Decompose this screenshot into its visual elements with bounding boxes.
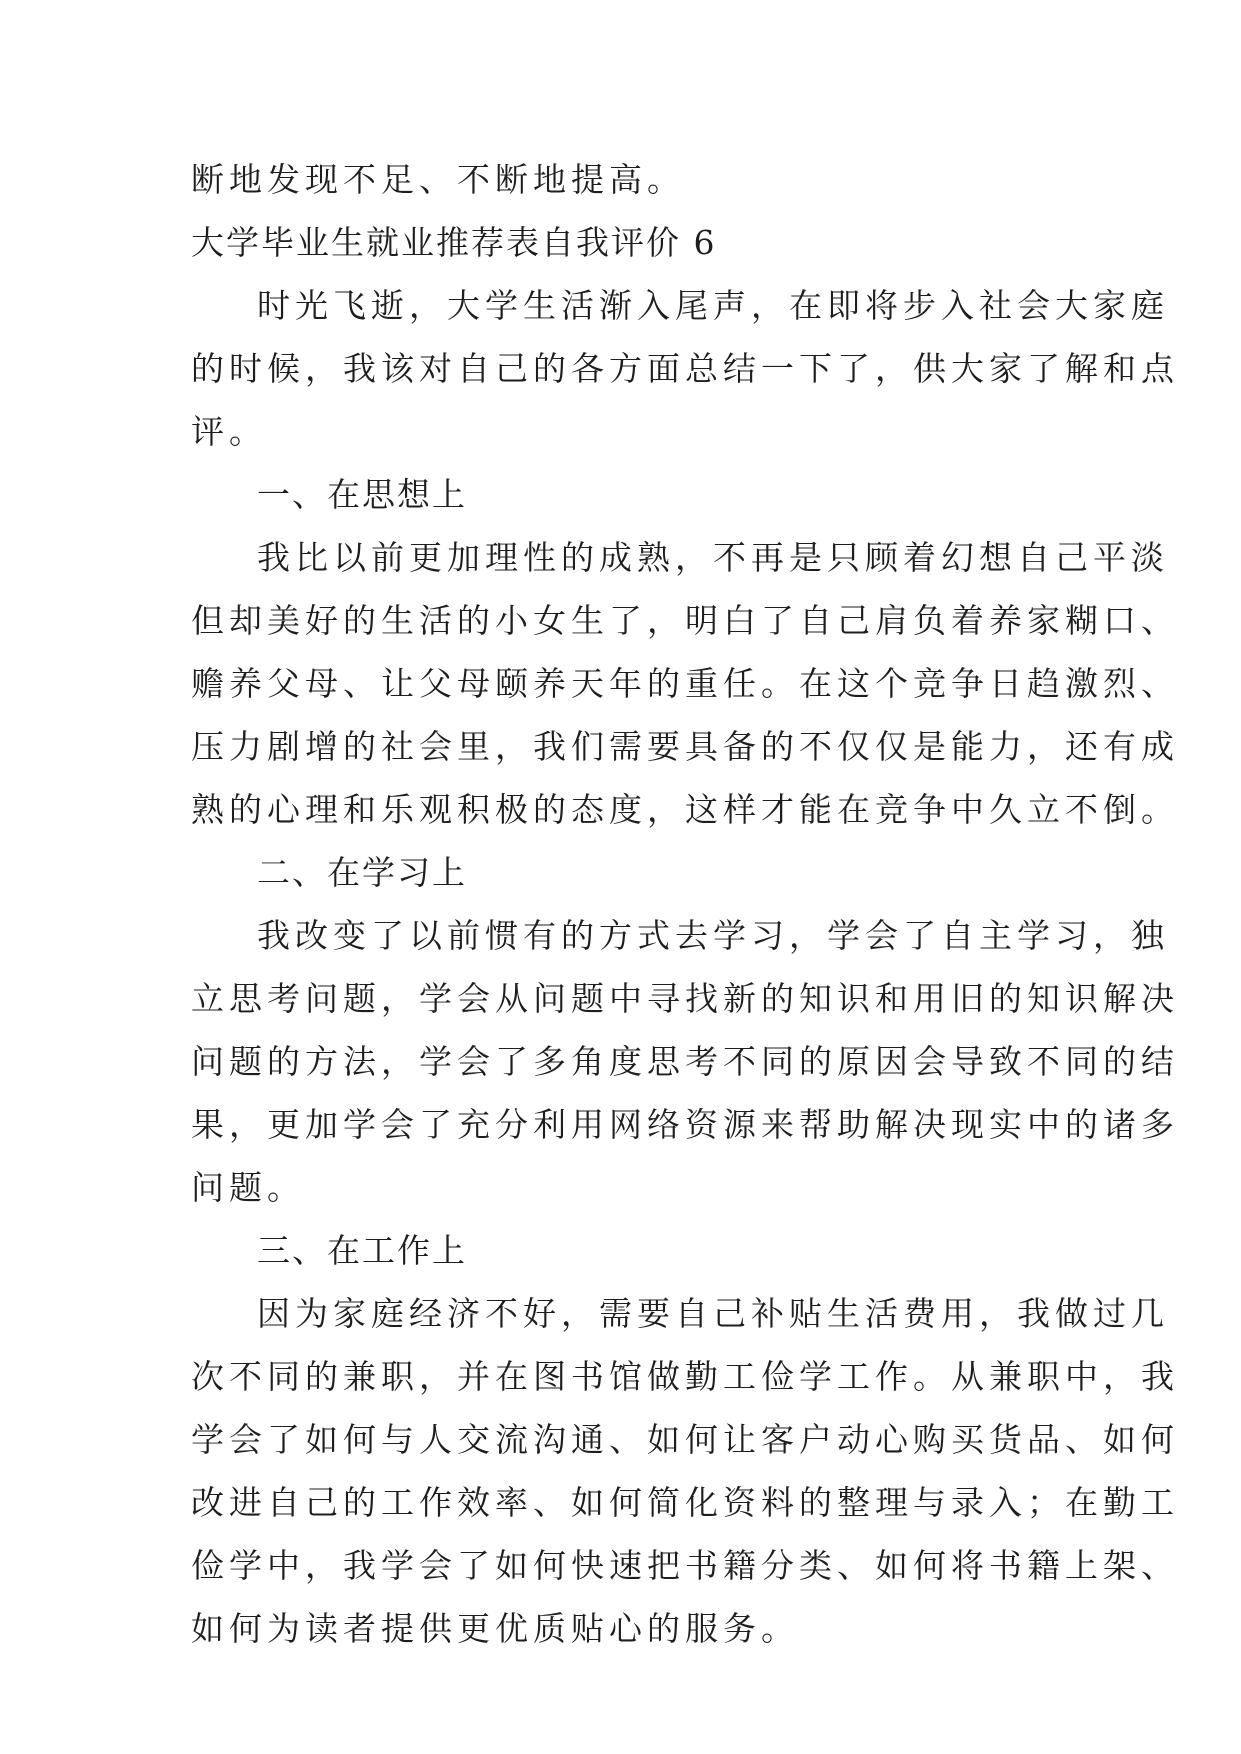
paragraph-line: 问题的方法，学会了多角度思考不同的原因会导致不同的结 xyxy=(191,1042,1179,1081)
paragraph-line: 评。 xyxy=(191,412,267,451)
paragraph-line: 但却美好的生活的小女生了，明白了自己肩负着养家糊口、 xyxy=(191,601,1179,640)
paragraph-line: 压力剧增的社会里，我们需要具备的不仅仅是能力，还有成 xyxy=(191,727,1179,766)
paragraph-line: 赡养父母、让父母颐养天年的重任。在这个竞争日趋激烈、 xyxy=(191,664,1179,703)
paragraph-line: 断地发现不足、不断地提高。 xyxy=(191,160,685,199)
paragraph-line: 熟的心理和乐观积极的态度，这样才能在竞争中久立不倒。 xyxy=(191,790,1179,829)
paragraph-line: 我改变了以前惯有的方式去学习，学会了自主学习，独 xyxy=(257,916,1169,955)
paragraph-line: 俭学中，我学会了如何快速把书籍分类、如何将书籍上架、 xyxy=(191,1546,1179,1585)
paragraph-line: 的时候，我该对自己的各方面总结一下了，供大家了解和点 xyxy=(191,349,1179,388)
subsection-heading: 三、在工作上 xyxy=(257,1231,467,1270)
document-body xyxy=(191,148,1179,1660)
paragraph-line: 因为家庭经济不好，需要自己补贴生活费用，我做过几 xyxy=(257,1294,1169,1333)
paragraph-line: 我比以前更加理性的成熟，不再是只顾着幻想自己平淡 xyxy=(257,538,1169,577)
subsection-heading: 一、在思想上 xyxy=(257,475,467,514)
paragraph-line: 问题。 xyxy=(191,1168,305,1207)
paragraph-line: 如何为读者提供更优质贴心的服务。 xyxy=(191,1609,799,1648)
paragraph-line: 次不同的兼职，并在图书馆做勤工俭学工作。从兼职中，我 xyxy=(191,1357,1179,1396)
paragraph-line: 时光飞逝，大学生活渐入尾声，在即将步入社会大家庭 xyxy=(257,286,1169,325)
paragraph-line: 改进自己的工作效率、如何简化资料的整理与录入；在勤工 xyxy=(191,1483,1179,1522)
paragraph-line: 学会了如何与人交流沟通、如何让客户动心购买货品、如何 xyxy=(191,1420,1179,1459)
subsection-heading: 二、在学习上 xyxy=(257,853,467,892)
section-title: 大学毕业生就业推荐表自我评价 6 xyxy=(191,223,717,262)
paragraph-line: 立思考问题，学会从问题中寻找新的知识和用旧的知识解决 xyxy=(191,979,1179,1018)
paragraph-line: 果，更加学会了充分利用网络资源来帮助解决现实中的诸多 xyxy=(191,1105,1179,1144)
